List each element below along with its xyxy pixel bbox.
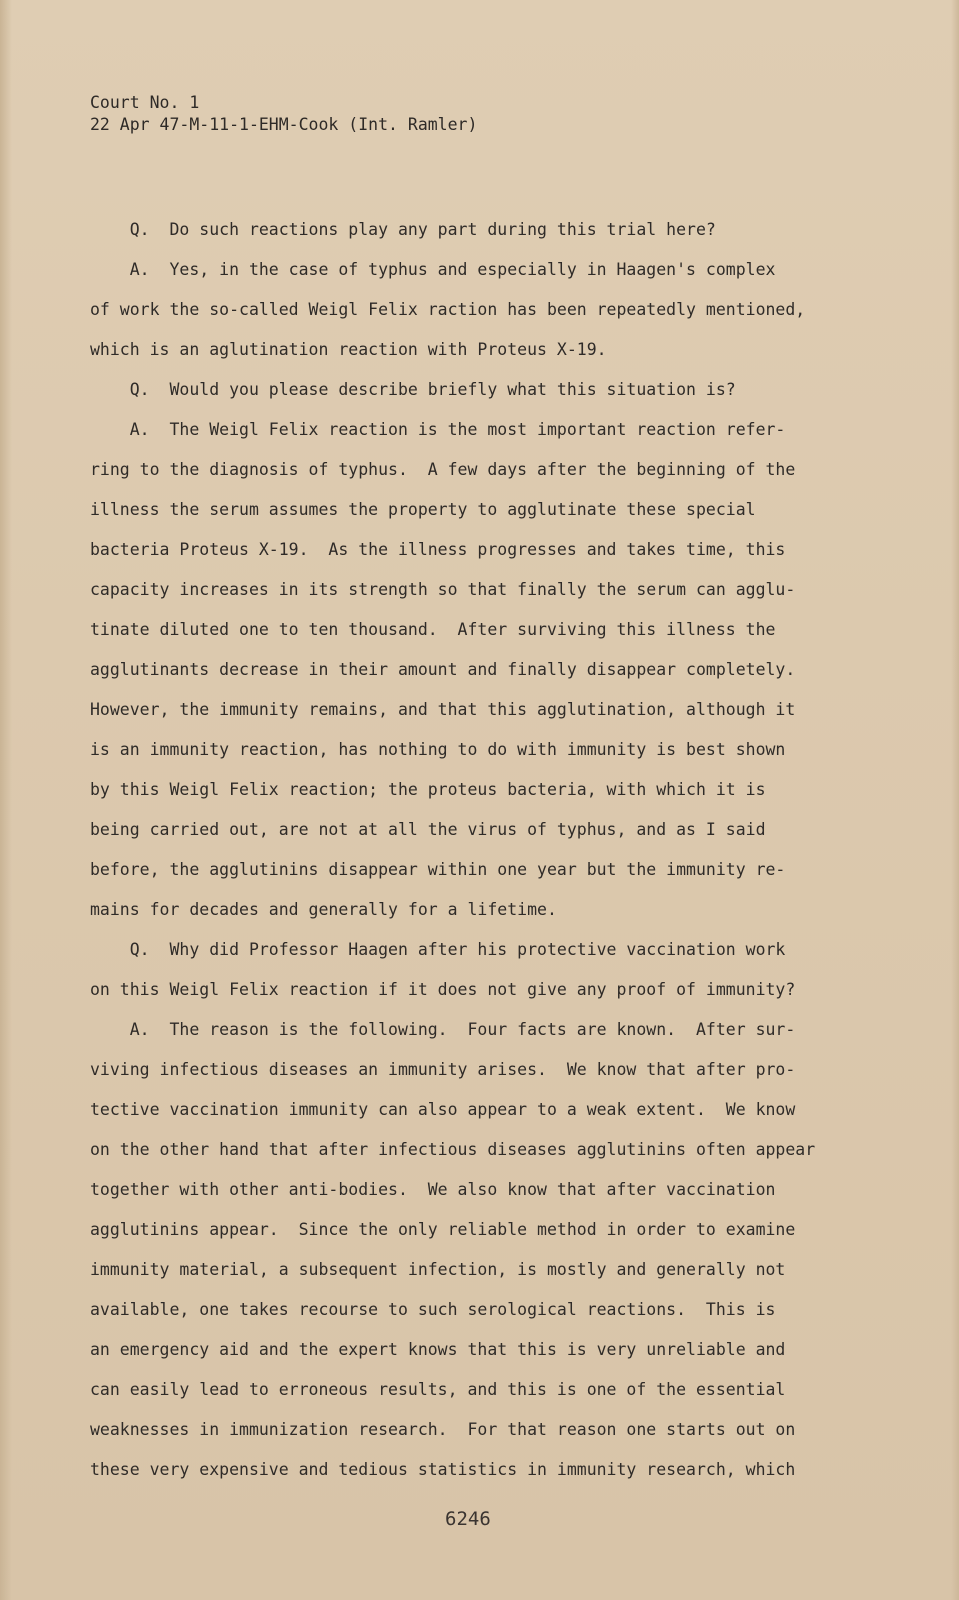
text-line: Q. Would you please describe briefly what this situation is?	[90, 380, 736, 399]
text-line: illness the serum assumes the property to agglutinate these special	[90, 500, 756, 519]
text-line: Q. Why did Professor Haagen after his protective vaccination work	[90, 940, 786, 959]
text-line: weaknesses in immunization research. For that reason one starts out on	[90, 1420, 796, 1439]
text-line: bacteria Proteus X-19. As the illness progresses and takes time, this	[90, 540, 786, 559]
text-line: agglutinants decrease in their amount and finally disappear completely.	[90, 660, 796, 679]
document-header	[90, 92, 477, 136]
text-line: viving infectious diseases an immunity arises. We know that after pro-	[90, 1060, 796, 1079]
text-line: on this Weigl Felix reaction if it does not give any proof of immunity?	[90, 980, 796, 999]
text-line: tinate diluted one to ten thousand. After surviving this illness the	[90, 620, 776, 639]
text-line: tective vaccination immunity can also appear to a weak extent. We know	[90, 1100, 796, 1119]
court-line: Court No. 1	[90, 93, 200, 112]
text-line: ring to the diagnosis of typhus. A few days after the beginning of the	[90, 460, 796, 479]
text-line: mains for decades and generally for a lifetime.	[90, 900, 557, 919]
text-line: before, the agglutinins disappear within one year but the immunity re-	[90, 860, 786, 879]
text-line: is an immunity reaction, has nothing to do with immunity is best shown	[90, 740, 786, 759]
text-line: available, one takes recourse to such serological reactions. This is	[90, 1300, 776, 1319]
session-line: 22 Apr 47-M-11-1-EHM-Cook (Int. Ramler)	[90, 115, 478, 134]
text-line: being carried out, are not at all the virus of typhus, and as I said	[90, 820, 766, 839]
text-line: A. The reason is the following. Four facts are known. After sur-	[90, 1020, 796, 1039]
text-line: However, the immunity remains, and that this agglutination, although it	[90, 700, 796, 719]
text-line: immunity material, a subsequent infection, is mostly and generally not	[90, 1260, 786, 1279]
paper-edge-right	[951, 0, 959, 1600]
text-line: by this Weigl Felix reaction; the proteus bacteria, with which it is	[90, 780, 766, 799]
text-line: A. The Weigl Felix reaction is the most important reaction refer-	[90, 420, 786, 439]
text-line: agglutinins appear. Since the only reliable method in order to examine	[90, 1220, 796, 1239]
text-line: which is an aglutination reaction with Proteus X-19.	[90, 340, 607, 359]
text-line: these very expensive and tedious statistics in immunity research, which	[90, 1460, 796, 1479]
paper-edge-left	[0, 0, 12, 1600]
text-line: A. Yes, in the case of typhus and especially in Haagen's complex	[90, 260, 776, 279]
transcript-body	[90, 210, 850, 1490]
text-line: capacity increases in its strength so that finally the serum can agglu-	[90, 580, 796, 599]
text-line: of work the so-called Weigl Felix raction has been repeatedly mentioned,	[90, 300, 806, 319]
text-line: can easily lead to erroneous results, and this is one of the essential	[90, 1380, 786, 1399]
text-line: on the other hand that after infectious diseases agglutinins often appear	[90, 1140, 816, 1159]
text-line: together with other anti-bodies. We also know that after vaccination	[90, 1180, 776, 1199]
text-line: Q. Do such reactions play any part during this trial here?	[90, 220, 716, 239]
page-number: 6246	[445, 1508, 491, 1530]
text-line: an emergency aid and the expert knows that this is very unreliable and	[90, 1340, 786, 1359]
